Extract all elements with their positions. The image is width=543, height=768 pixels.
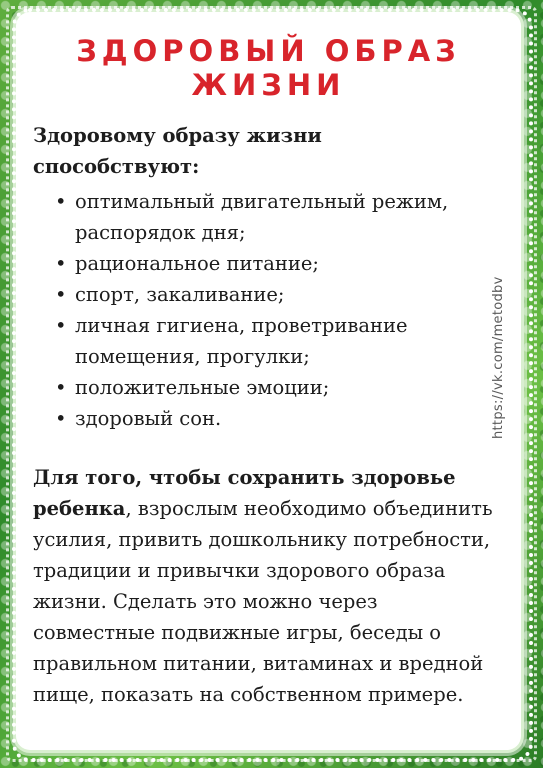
intro-heading-line-1: Здоровому образу жизни: [33, 124, 322, 147]
list-item: • личная гигиена, проветривание помещения, прогулки;: [75, 310, 503, 372]
intro-heading-line-2: способствуют:: [33, 155, 200, 178]
advice-paragraph: [33, 462, 503, 710]
intro-heading: [33, 120, 503, 182]
list-item: • рациональное питание;: [75, 248, 503, 279]
title-line-2: ЖИЗНИ: [191, 68, 346, 102]
poster-title: [16, 34, 521, 102]
poster-content: [33, 120, 503, 710]
title-line-1: ЗДОРОВЫЙ ОБРАЗ: [76, 34, 461, 68]
factors-list: [33, 186, 503, 434]
advice-paragraph-bold: Для того, чтобы сохранить здоровье ребенка: [33, 466, 456, 520]
list-item: • положительные эмоции;: [75, 372, 503, 403]
list-item: • спорт, закаливание;: [75, 279, 503, 310]
advice-paragraph-rest: , взрослым необходимо объединить усилия, привить дошкольнику потребности, традиции и привычки здорового образа жизни. Сделать это можно через совместные подвижные игры, беседы о правильном питании, витаминах и вредной пище, показать на собственном примере.: [33, 497, 493, 706]
watermark-link: https://vk.com/metodbv: [491, 276, 506, 439]
list-item: • здоровый сон.: [75, 403, 503, 434]
list-item: • оптимальный двигательный режим, распорядок дня;: [75, 186, 503, 248]
